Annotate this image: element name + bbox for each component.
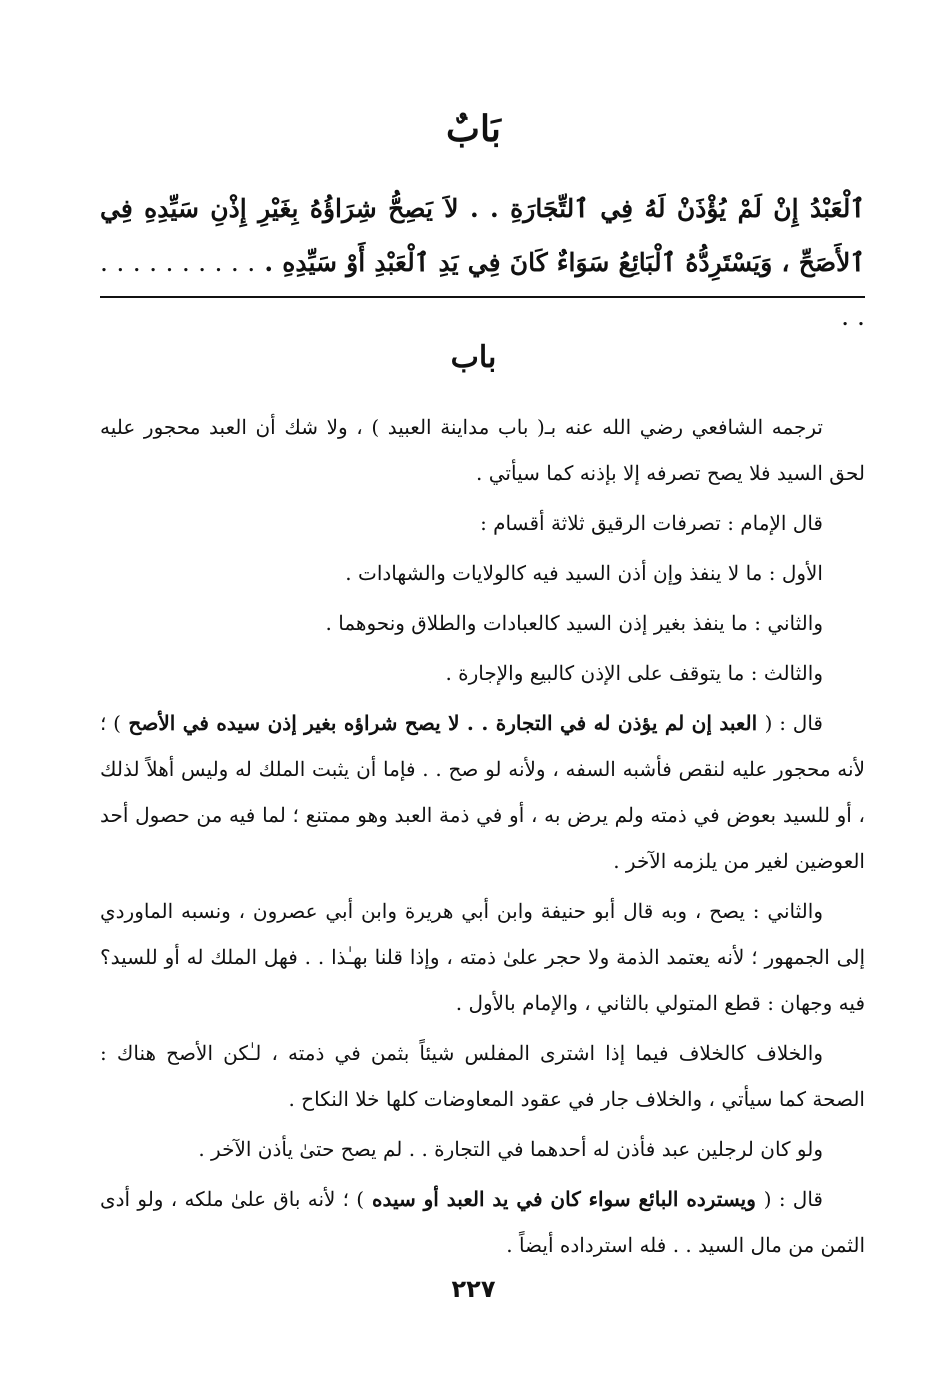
paragraph-4: والثاني : ما ينفذ بغير إذن السيد كالعبادات والطلاق ونحوهما .: [325, 611, 823, 635]
commentary-heading: باب: [450, 340, 497, 375]
matn-dots: . . . . . . . . . . . .: [100, 248, 865, 331]
paragraph-8: والخلاف كالخلاف فيما إذا اشترى المفلس شيئاً بثمن في ذمته ، لـٰكن الأصح هناك : الصحة كما سيأتي ، والخلاف جار في عقود المعاوضات كلها خلا النكاح .: [100, 1041, 865, 1111]
chapter-heading: بَابٌ: [446, 108, 501, 150]
paragraph-5: والثالث : ما يتوقف على الإذن كالبيع والإجارة .: [445, 661, 823, 685]
matn-text: [100, 182, 865, 344]
paragraph-6: [100, 700, 865, 884]
paragraph-10-quote: ويسترده البائع سواء كان في يد العبد أو سيده: [364, 1187, 764, 1211]
paragraph-10-rest: ) ؛ لأنه باق علىٰ ملكه ، ولو أدى الثمن من مال السيد . . فله استرداده أيضاً .: [100, 1187, 865, 1257]
separator-line: [100, 296, 865, 298]
paragraph-9: ولو كان لرجلين عبد فأذن له أحدهما في التجارة . . لم يصح حتىٰ يأذن الآخر .: [198, 1137, 823, 1161]
paragraph-6-quote: العبد إن لم يؤذن له في التجارة . . لا يصح شراؤه بغير إذن سيده في الأصح: [121, 711, 765, 735]
paragraph-10-lead: قال : (: [763, 1187, 823, 1211]
paragraph-7: والثاني : يصح ، وبه قال أبو حنيفة وابن أبي هريرة وابن أبي عصرون ، ونسبه الماوردي إلى الجمهور ؛ لأنه يعتمد الذمة ولا حجر علىٰ ذمته ، وإذا قلنا بهـٰذا . . فهل الملك له أو للسيد؟ فيه وجهان : قطع المتولي بالثاني ، والإمام بالأول .: [100, 899, 865, 1015]
matn-line-2: ٱلأَصَحِّ ، وَيَسْتَرِدُّهُ ٱلْبَائِعُ سَوَاءٌ كَانَ فِي يَدِ ٱلْعَبْدِ أَوْ سَيِّدِهِ .: [264, 248, 865, 277]
commentary-text: [100, 404, 865, 1272]
paragraph-6-lead: قال : (: [764, 711, 823, 735]
page-number: ٢٢٧: [451, 1275, 496, 1303]
paragraph-2: قال الإمام : تصرفات الرقيق ثلاثة أقسام :: [480, 511, 823, 535]
paragraph-1: ترجمه الشافعي رضي الله عنه بـ( باب مداينة العبيد ) ، ولا شك أن العبد محجور عليه لحق السيد فلا يصح تصرفه إلا بإذنه كما سيأتي .: [100, 415, 865, 485]
paragraph-3: الأول : ما لا ينفذ وإن أذن السيد فيه كالولايات والشهادات .: [345, 561, 823, 585]
paragraph-10: [100, 1176, 865, 1268]
matn-line-1: ٱلْعَبْدُ إِنْ لَمْ يُؤْذَنْ لَهُ فِي ٱلتِّجَارَةِ . . لاَ يَصِحُّ شِرَاؤُهُ بِغَيْرِ إِذْنِ سَيِّدِهِ فِي: [100, 194, 865, 223]
paragraph-6-rest: ) ؛ لأنه محجور عليه لنقص فأشبه السفه ، ولأنه لو صح . . فإما أن يثبت الملك له وليس أهلاً لذلك ، أو للسيد بعوض في ذمته ولم يرض به ، أو في ذمة العبد وهو ممتنع ؛ لما فيه من حصول أحد العوضين لغير من يلزمه الآخر .: [100, 711, 865, 873]
